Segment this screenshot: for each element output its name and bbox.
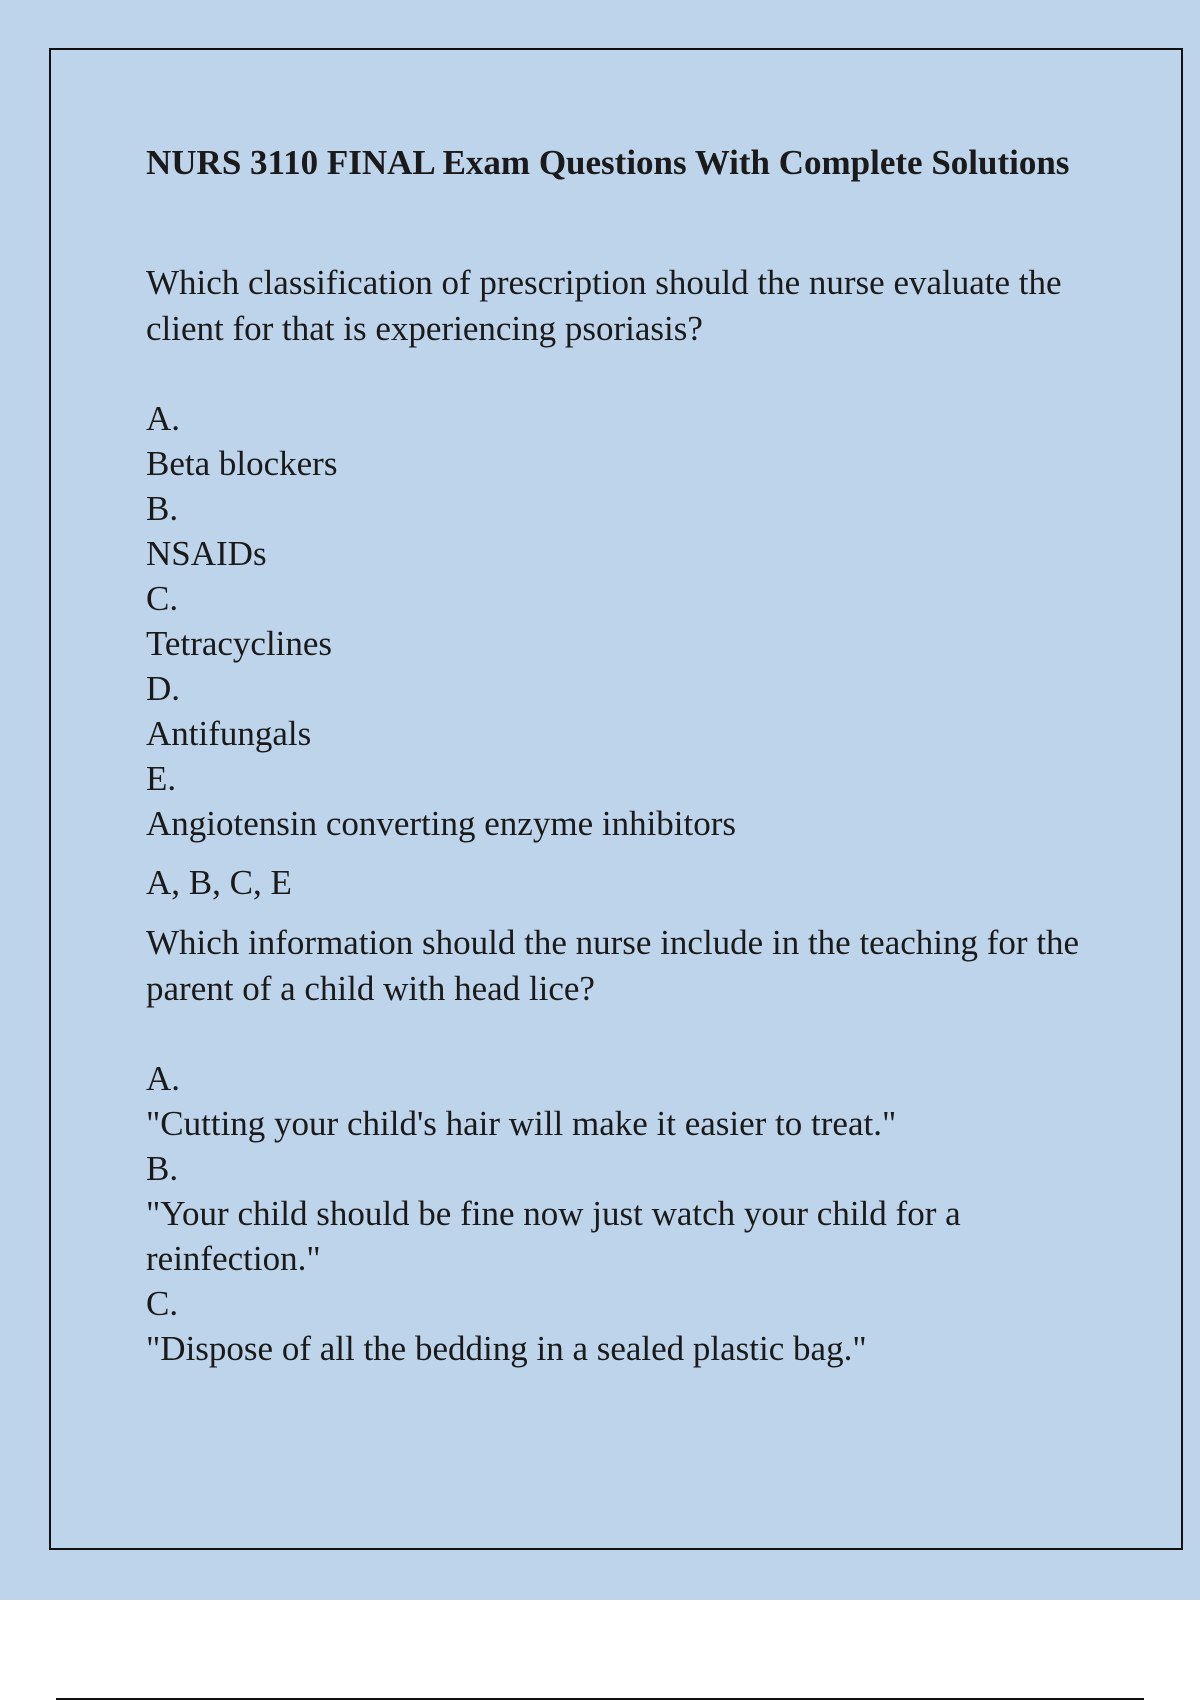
question-1-options — [146, 396, 1086, 846]
option-letter: B. — [146, 1149, 179, 1188]
option-letter: C. — [146, 1284, 179, 1323]
page-title: NURS 3110 FINAL Exam Questions With Complete Solutions — [146, 143, 1070, 182]
question-2-text: Which information should the nurse include in the teaching for the parent of a child with head lice? — [146, 923, 1080, 1008]
option-text: "Your child should be fine now just watch your child for a reinfection." — [146, 1194, 961, 1278]
option-letter: B. — [146, 489, 179, 528]
option-text: NSAIDs — [146, 534, 267, 573]
option-text: "Cutting your child's hair will make it easier to treat." — [146, 1104, 897, 1143]
option-text: Tetracyclines — [146, 624, 333, 663]
option-text: Beta blockers — [146, 444, 338, 483]
question-2-options — [146, 1056, 1086, 1371]
option-letter: D. — [146, 669, 181, 708]
option-text: Angiotensin converting enzyme inhibitors — [146, 804, 737, 843]
option-letter: A. — [146, 1059, 181, 1098]
option-letter: E. — [146, 759, 177, 798]
option-text: "Dispose of all the bedding in a sealed plastic bag." — [146, 1329, 867, 1368]
option-letter: A. — [146, 399, 181, 438]
question-1-text: Which classification of prescription should the nurse evaluate the client for that is experiencing psoriasis? — [146, 263, 1062, 348]
document-content — [146, 140, 1086, 1371]
option-letter: C. — [146, 579, 179, 618]
question-1-answer: A, B, C, E — [146, 863, 292, 902]
option-text: Antifungals — [146, 714, 312, 753]
